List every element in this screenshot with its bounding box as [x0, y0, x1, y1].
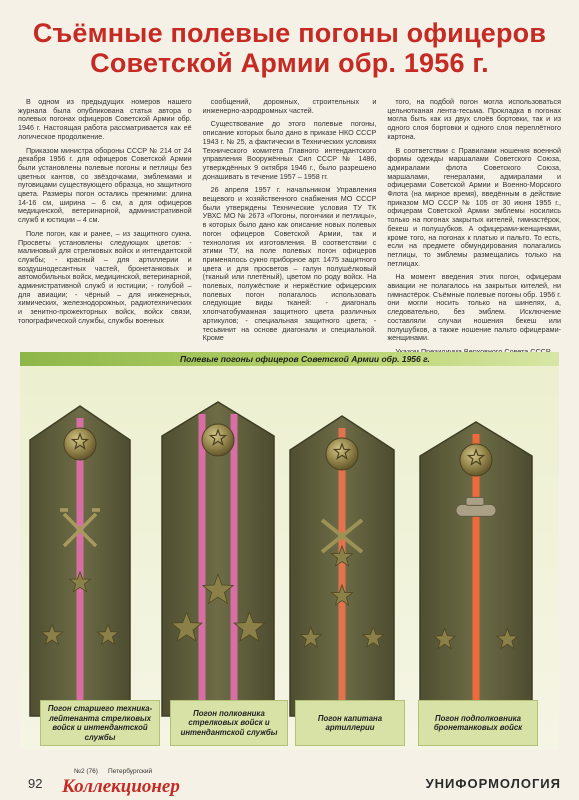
title-line-2: Советской Армии обр. 1956 г. — [90, 48, 489, 78]
article-title — [0, 18, 579, 78]
text-column-2 — [203, 98, 377, 350]
board-stripe — [199, 414, 206, 716]
tank-turret-icon — [466, 497, 484, 505]
shoulder-boards-figure — [20, 366, 559, 750]
magazine-city: Петербургский — [108, 768, 153, 775]
section-name: УНИФОРМОЛОГИЯ — [425, 776, 561, 791]
paragraph: Поле погон, как и ранее, – из защитного сукна. Просветы установлены следующих цветов: - малиновый для стрелковых войск и интендантской службы; - красный – для артиллерии и воздушнодесантных частей, бронетанковых и автомобильных войск, медицинской, ветеринарной, административной служб и юстиции; - голубой – для авиации; - чёрный – для инженерных, химических, железнодорожных, радиотехнических и зенитно-прожекторных войск, войск связи, топографической службы, службы военных — [18, 228, 192, 325]
page-number: 92 — [28, 776, 43, 791]
board-stripe — [339, 428, 346, 716]
shoulder-board-4 — [420, 422, 532, 716]
article-body — [18, 98, 561, 350]
board-caption-1: Погон старшего техника-лейтенанта стрелковых войск и интендантской службы — [40, 700, 160, 746]
text-column-1 — [18, 98, 192, 350]
shoulder-board-3 — [290, 416, 394, 716]
page-footer — [0, 766, 579, 800]
board-caption-4: Погон подполковника бронетанковых войск — [418, 700, 538, 746]
board-stripe — [231, 414, 238, 716]
paragraph: Приказом министра обороны СССР № 214 от 24 декабря 1956 г. для офицеров Советской Армии были установлены полевые погоны и петлицы без цветных кантов, со звёздочками, эмблемами и пуговицами существующего образца, но защитного цвета. Размеры погон остались прежними: длина 14-16 см, ширина – 6 см, а для офицеров медицинской, ветеринарной, административной служб и юстиции – 4 см. — [18, 145, 192, 225]
text-column-3 — [387, 98, 561, 350]
paragraph: В соответствии с Правилами ношения военной формы одежды маршалами Советского Союза, адмиралами флота Советского Союза, маршалами, генералами, адмиралами и офицерами Советской Армии и Военно-Морского Флота (на мирное время), введённым в действие приказом МО СССР № 105 от 30 июня 1955 г., офицерам Советской Армии эмблемы носились только на погонах закрытых кителей, гимнастёрок, бекеш и полушубков. А офицерами-женщинами, кроме того, на погонах к платью и пальто. То есть, если на предмете обмундирования полагались петлицы, то эмблемы размещались только на петлицах. — [387, 145, 562, 268]
magazine-name: Коллекционер — [62, 776, 180, 797]
paragraph: сообщений, дорожных, строительных и инженерно-аэродромных частей. — [202, 97, 377, 115]
issue-number: №2 (76) — [74, 768, 98, 775]
board-caption-2: Погон полковника стрелковых войск и интендантской службы — [170, 700, 288, 746]
figure-caption-strip — [20, 352, 559, 366]
board-caption-3: Погон капитана артиллерии — [295, 700, 405, 746]
paragraph: В одном из предыдущих номеров нашего журнала была опубликована статья автора о полевых погонах офицеров Советской Армии обр. 1946 г. Настоящая работа рассматривается как её логическое продолжение. — [18, 97, 192, 141]
board-stripe — [77, 418, 84, 716]
paragraph: На момент введения этих погон, офицерам авиации не полагалось на закрытых кителей, ни гимнастёрок. Съёмные полевые погоны обр. 1956 г. они могли носить только на шинелях, а, следовательно, без эмблем. Исключение составляли случаи ношения бекеш или полушубков, а также ношение пальто офицерами-женщинами. — [387, 272, 562, 343]
figure-caption: Полевые погоны офицеров Советской Армии обр. 1956 г. — [180, 354, 430, 364]
paragraph: Существование до этого полевые погоны, описание которых было дано в приказе НКО СССР 1943 г. № 25, а фактически в Технических условиях Технического комитета Главного интендантского управления Вооружённых Сил СССР № 1486, утверждённых 9 октября 1946 г., было разрешено донашивать в течение 1957 – 1958 гг. — [202, 119, 377, 181]
shoulder-board-1 — [30, 406, 130, 716]
title-line-1: Съёмные полевые погоны офицеров — [32, 18, 547, 48]
tank-icon — [456, 504, 496, 516]
shoulder-board-2 — [162, 402, 274, 716]
paragraph: того, на подбой погон могла использоваться цельнотканая лента-тесьма. Прокладка в погонах могла быть как из двух слоёв бортовки, так и из одного слоя бортовки и одного слоя переплётного картона. — [387, 97, 562, 141]
paragraph: 26 апреля 1957 г. начальником Управления вещевого и хозяйственного снабжения МО СССР были утверждены Технические условия ТУ ТК УВХС МО № 2673 «Погоны, погончики и петлицы», в которых было дано как описание новых полевых погон офицеров Советской Армии, так и технология их изготовления. В соответствии с этими ТУ, на поле полевых погон офицеров применялось сукно приборное арт. 1475 защитного цвета и для просветов – галун полушёлковый (тканый или плетёный), цветом по роду войск. На полевых, полужёсткие и нержёсткие офицерских полевых погон полагалось использовать следующие виды тканей: - диагональ хлопчатобумажная защитного цвета различных артикулов; - специальная защитного цвета; - тесьвинит на основе диагонали и специальной. Кроме — [202, 185, 377, 343]
